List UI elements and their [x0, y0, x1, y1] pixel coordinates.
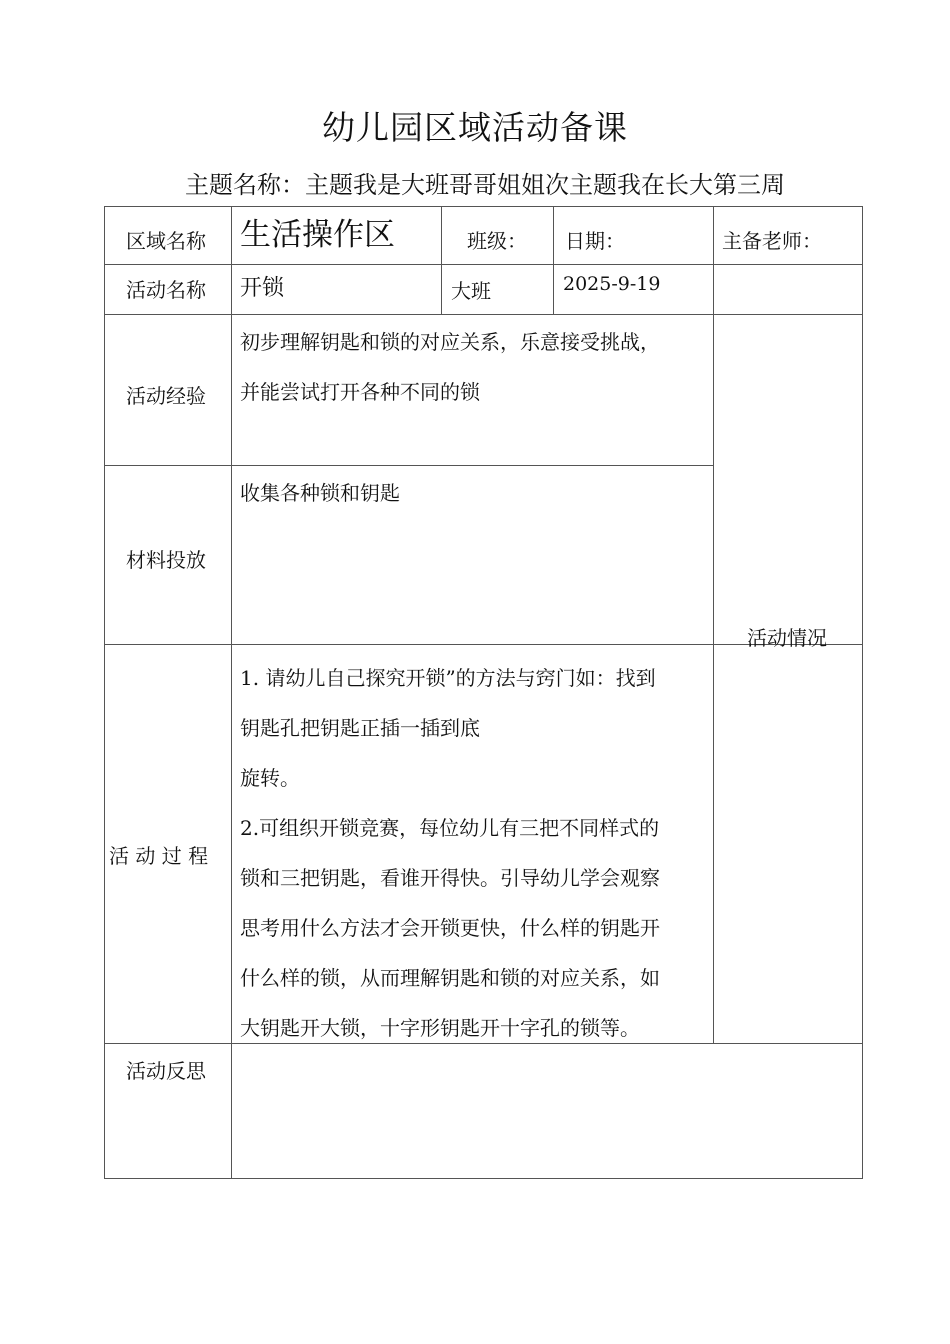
reflection-label: 活动反思 — [126, 1059, 206, 1083]
row-divider — [104, 314, 863, 315]
activity-label: 活动名称 — [126, 278, 206, 302]
row-divider — [104, 465, 713, 466]
column-divider — [713, 206, 714, 1044]
teacher-label: 主备老师： — [722, 229, 822, 253]
table-border-right — [862, 206, 863, 1179]
row-divider — [104, 264, 863, 265]
materials-value: 收集各种锁和钥匙 — [240, 481, 400, 505]
process-line: 思考用什么方法才会开锁更快，什么样的钥匙开 — [240, 916, 660, 940]
process-line: 2.可组织开锁竞赛，每位幼儿有三把不同样式的 — [240, 816, 660, 840]
area-value: 生活操作区 — [240, 217, 395, 253]
class-value: 大班 — [451, 279, 491, 303]
materials-label: 材料投放 — [126, 548, 206, 572]
column-divider — [553, 206, 554, 315]
area-label: 区域名称 — [126, 229, 206, 253]
class-label: 班级： — [467, 229, 527, 253]
process-line: 什么样的锁，从而理解钥匙和锁的对应关系，如 — [240, 966, 660, 990]
theme-subtitle: 主题名称：主题我是大班哥哥姐姐次主题我在长大第三周 — [185, 171, 785, 199]
experience-label: 活动经验 — [126, 384, 206, 408]
situation-label: 活动情况 — [747, 626, 827, 650]
date-value: 2025-9-19 — [563, 273, 661, 295]
experience-line: 初步理解钥匙和锁的对应关系，乐意接受挑战， — [240, 330, 660, 354]
process-line: 钥匙孔把钥匙正插一插到底 — [240, 716, 480, 740]
process-line: 旋转。 — [240, 766, 300, 790]
date-label: 日期： — [565, 229, 625, 253]
process-line: 1. 请幼儿自己探究开锁”的方法与窍门如：找到 — [240, 666, 656, 690]
table-border-left — [104, 206, 105, 1179]
table-border-top — [104, 206, 863, 207]
column-divider — [231, 206, 232, 1179]
process-label: 活 动 过 程 — [109, 844, 209, 868]
table-border-bottom — [104, 1178, 863, 1179]
column-divider — [441, 206, 442, 315]
activity-value: 开锁 — [240, 276, 285, 301]
page-title: 幼儿园区域活动备课 — [322, 108, 628, 147]
process-line: 锁和三把钥匙，看谁开得快。引导幼儿学会观察 — [240, 866, 660, 890]
experience-line: 并能尝试打开各种不同的锁 — [240, 380, 480, 404]
process-line: 大钥匙开大锁，十字形钥匙开十字孔的锁等。 — [240, 1016, 640, 1040]
